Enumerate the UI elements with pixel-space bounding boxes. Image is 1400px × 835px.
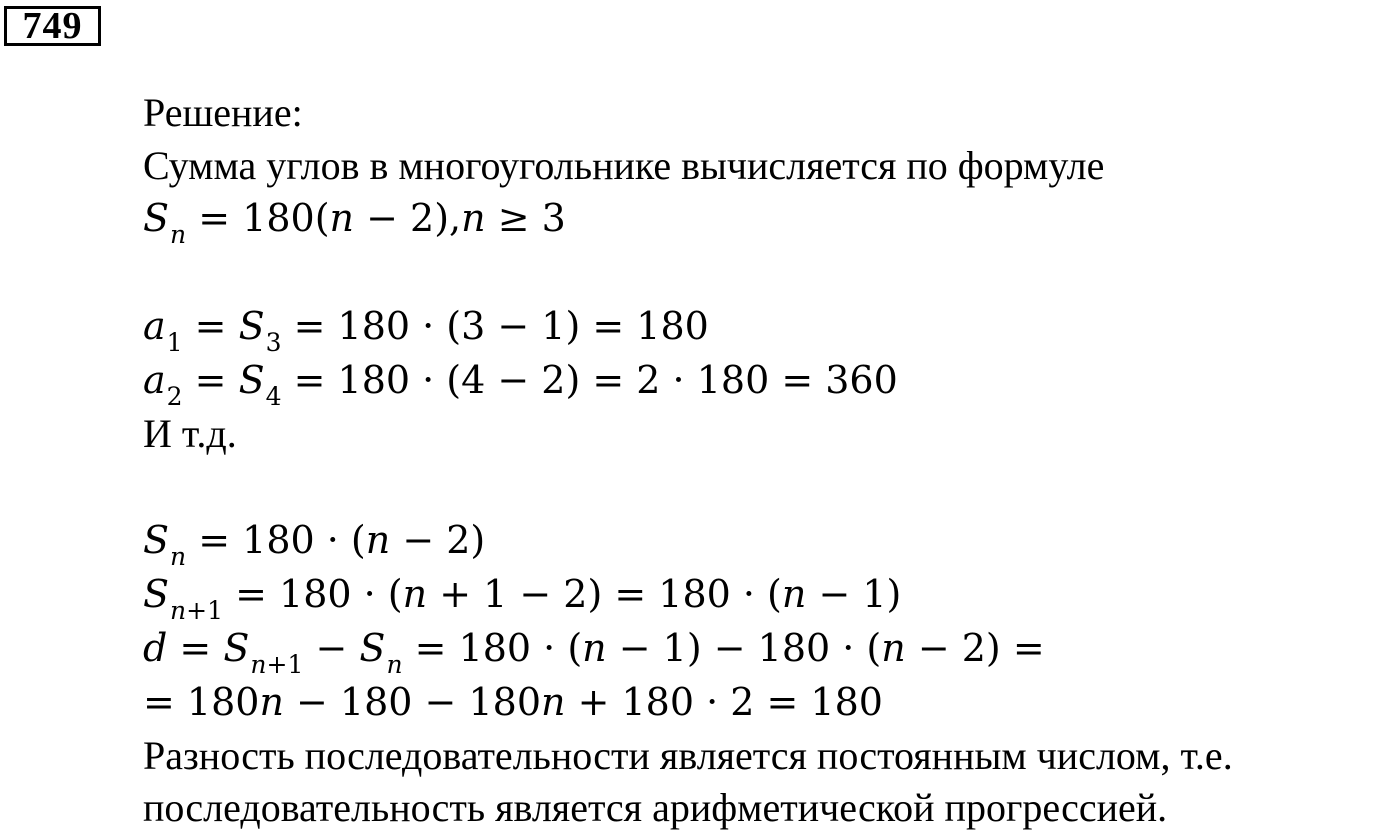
conclusion-line-2: последовательность является арифметической прогрессией. — [143, 785, 1168, 830]
solution-heading: Решение: — [143, 90, 303, 135]
equation-calculation: = 180n − 180 − 180n + 180 · 2 = 180 — [143, 680, 883, 724]
polygon-angle-formula: $S_n = 180(n - 2),n \ge 3$ — [143, 196, 566, 249]
etc-text: И т.д. — [143, 411, 237, 456]
equation-a2: $a_2 = S_4 = 180 \cdot (4 - 2) = 2 \cdot 180 = 360$ — [143, 358, 898, 411]
problem-number: 749 — [4, 6, 101, 46]
conclusion-line-1: Разность последовательности является постоянным числом, т.е. — [143, 733, 1233, 778]
equation-sn: $S_n = 180 \cdot (n - 2)$ — [143, 518, 486, 571]
equation-a1: $a_1 = S_3 = 180 \cdot (3 - 1) = 180$ — [143, 304, 709, 357]
equation-sn-plus-1: $S_{n+1} = 180 \cdot (n + 1 - 2) = 180 \cdot (n - 1)$ — [143, 572, 902, 625]
intro-text: Сумма углов в многоугольнике вычисляется по формуле — [143, 143, 1105, 188]
equation-difference: $d = S_{n+1} - S_n = 180 \cdot (n - 1) - 180 \cdot (n - 2)$ = — [143, 626, 1045, 679]
